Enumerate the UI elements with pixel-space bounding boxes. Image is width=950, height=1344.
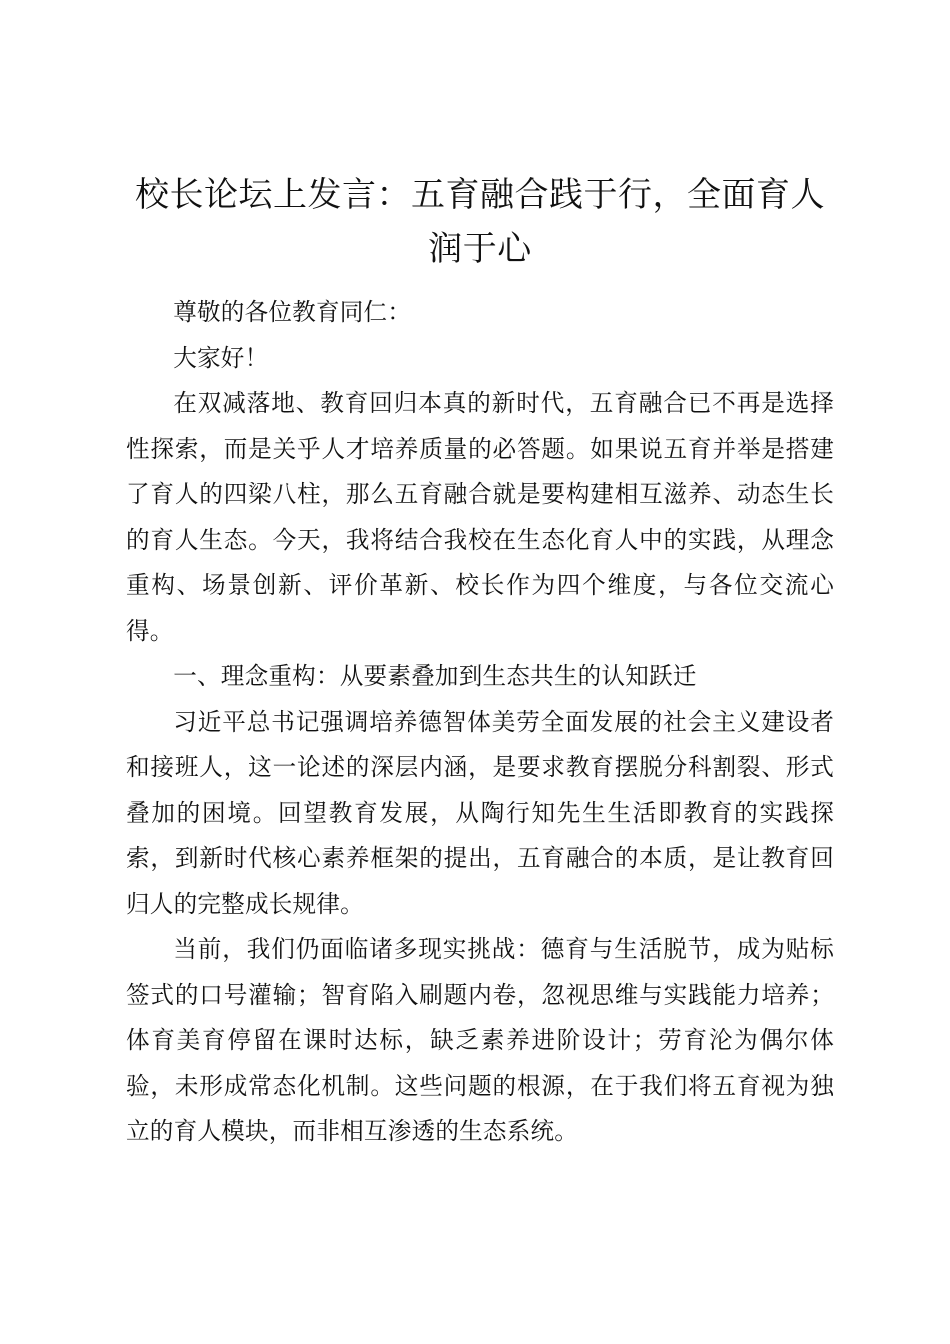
salutation: 尊敬的各位教育同仁： bbox=[173, 298, 412, 326]
greeting: 大家好！ bbox=[173, 343, 269, 372]
intro-paragraph: 在双减落地、教育回归本真的新时代，五育融合已不再是选择性探索，而是关乎人才培养质量的必答题。如果说五育并举是搭建了育人的四梁八柱，那么五育融合就是要构建相互滋养、动态生长的育人生态。今天，我将结合我校在生态化育人中的实践，从理念重构、场景创新、评价革新、校长作为四个维度，与各位交流心得。 bbox=[126, 389, 834, 645]
section-1-paragraph-1: 习近平总书记强调培养德智体美劳全面发展的社会主义建设者和接班人，这一论述的深层内涵，是要求教育摆脱分科割裂、形式叠加的困境。回望教育发展，从陶行知先生生活即教育的实践探索，到新时代核心素养框架的提出，五育融合的本质，是让教育回归人的完整成长规律。 bbox=[126, 707, 834, 918]
document-body bbox=[126, 168, 834, 1155]
document-title: 校长论坛上发言：五育融合践于行，全面育人润于心 bbox=[135, 175, 825, 269]
section-1-paragraph-2: 当前，我们仍面临诸多现实挑战：德育与生活脱节，成为贴标签式的口号灌输；智育陷入刷题内卷，忽视思维与实践能力培养；体育美育停留在课时达标，缺乏素养进阶设计；劳育沦为偶尔体验，未形成常态化机制。这些问题的根源，在于我们将五育视为独立的育人模块，而非相互渗透的生态系统。 bbox=[126, 935, 834, 1145]
section-heading-1: 一、理念重构：从要素叠加到生态共生的认知跃迁 bbox=[173, 662, 697, 690]
